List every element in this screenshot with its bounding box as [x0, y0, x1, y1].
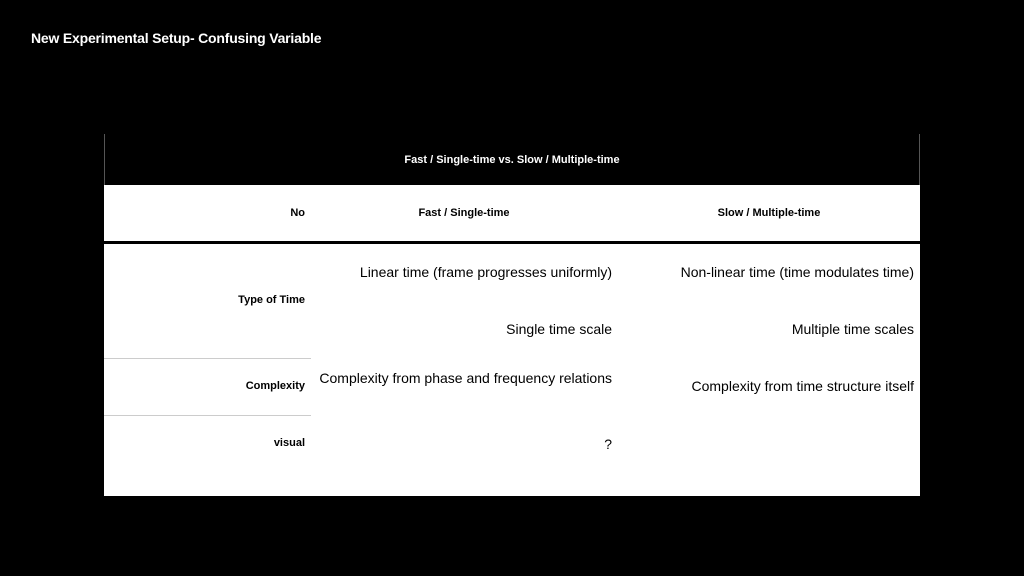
cell-visual-fast: ?	[604, 436, 612, 452]
comparison-table	[104, 134, 920, 496]
slide-title: New Experimental Setup- Confusing Variable	[31, 30, 322, 46]
row-label-type-of-time: Type of Time	[238, 294, 305, 306]
header-no: No	[290, 207, 305, 219]
header-slow-multiple-time: Slow / Multiple-time	[717, 207, 821, 219]
row-divider	[104, 358, 311, 359]
table-banner: Fast / Single-time vs. Slow / Multiple-time	[104, 134, 920, 185]
cell-complexity-slow: Complexity from time structure itself	[691, 378, 914, 394]
row-label-visual: visual	[273, 437, 305, 449]
cell-type-of-time-slow-2: Multiple time scales	[791, 321, 914, 337]
header-rule	[104, 241, 920, 244]
row-label-complexity: Complexity	[245, 380, 305, 392]
header-fast-single-time: Fast / Single-time	[418, 207, 510, 219]
row-divider	[104, 415, 311, 416]
cell-type-of-time-fast-2: Single time scale	[506, 321, 612, 337]
cell-type-of-time-slow-1: Non-linear time (time modulates time)	[680, 264, 914, 280]
cell-type-of-time-fast-1: Linear time (frame progresses uniformly)	[359, 264, 612, 280]
cell-complexity-fast: Complexity from phase and frequency relations	[319, 370, 612, 386]
